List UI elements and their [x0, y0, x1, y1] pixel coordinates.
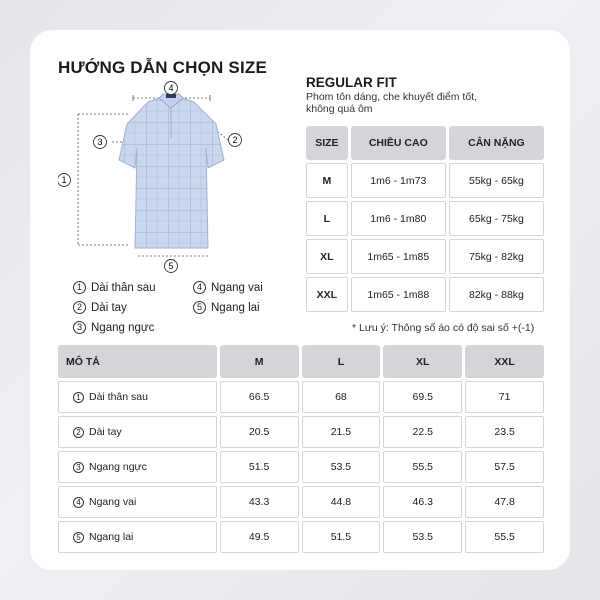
row-label: Dài thân sau [89, 390, 148, 403]
table-row [58, 416, 544, 448]
legend-number: 1 [73, 281, 86, 294]
table-row [306, 277, 544, 312]
table-row [58, 451, 544, 483]
column-header: XL [383, 345, 462, 378]
legend-label: Ngang lai [211, 301, 260, 314]
legend-number: 2 [73, 301, 86, 314]
value-cell: 69.5 [383, 381, 462, 413]
svg-text:5: 5 [168, 261, 174, 271]
legend-item [73, 321, 154, 334]
value-cell: 66.5 [220, 381, 299, 413]
diagram-marker-2 [229, 134, 242, 147]
height-cell: 1m65 - 1m85 [351, 239, 446, 274]
fit-size-table [303, 123, 547, 315]
fit-description [306, 91, 536, 115]
fit-description-line: Phom tôn dáng, che khuyết điểm tốt, [306, 91, 478, 103]
svg-text:3: 3 [97, 137, 103, 147]
legend-label: Ngang vai [211, 281, 263, 294]
row-number: 3 [73, 462, 84, 473]
legend-number: 4 [193, 281, 206, 294]
svg-text:1: 1 [61, 175, 67, 185]
legend-label: Dài thân sau [91, 281, 156, 294]
value-cell: 49.5 [220, 521, 299, 553]
description-cell [58, 381, 217, 413]
column-header: L [302, 345, 381, 378]
table-row [58, 486, 544, 518]
value-cell: 22.5 [383, 416, 462, 448]
height-cell: 1m6 - 1m73 [351, 163, 446, 198]
fit-description-line: không quá ôm [306, 103, 373, 115]
weight-cell: 82kg - 88kg [449, 277, 544, 312]
legend-item [73, 301, 127, 314]
value-cell: 53.5 [383, 521, 462, 553]
value-cell: 55.5 [465, 521, 544, 553]
height-cell: 1m65 - 1m88 [351, 277, 446, 312]
table-header-row [58, 345, 544, 378]
shirt-diagram [58, 78, 278, 278]
svg-text:2: 2 [232, 135, 238, 145]
diagram-marker-1 [58, 174, 71, 187]
column-header: MÔ TẢ [58, 345, 217, 378]
value-cell: 46.3 [383, 486, 462, 518]
value-cell: 51.5 [220, 451, 299, 483]
column-header: M [220, 345, 299, 378]
legend-label: Ngang ngực [91, 321, 155, 334]
column-header: SIZE [306, 126, 348, 160]
tolerance-note: * Lưu ý: Thông số áo có độ sai số +(-1) [352, 322, 535, 334]
size-cell: L [306, 201, 348, 236]
column-header: CÂN NẶNG [449, 126, 544, 160]
table-row [58, 521, 544, 553]
description-cell [58, 521, 217, 553]
description-cell [58, 416, 217, 448]
row-number: 1 [73, 392, 84, 403]
row-label: Ngang ngực [89, 460, 147, 473]
size-cell: M [306, 163, 348, 198]
description-cell [58, 451, 217, 483]
table-header-row [306, 126, 544, 160]
legend-item [193, 301, 260, 314]
description-cell [58, 486, 217, 518]
row-label: Ngang vai [89, 495, 137, 508]
value-cell: 71 [465, 381, 544, 413]
value-cell: 51.5 [302, 521, 381, 553]
value-cell: 23.5 [465, 416, 544, 448]
diagram-marker-3 [94, 136, 107, 149]
column-header: XXL [465, 345, 544, 378]
fit-title: REGULAR FIT [306, 75, 397, 90]
value-cell: 53.5 [302, 451, 381, 483]
table-row [306, 163, 544, 198]
table-row [58, 381, 544, 413]
legend-item [73, 281, 156, 294]
weight-cell: 55kg - 65kg [449, 163, 544, 198]
weight-cell: 65kg - 75kg [449, 201, 544, 236]
value-cell: 43.3 [220, 486, 299, 518]
row-number: 4 [73, 497, 84, 508]
table-row [306, 201, 544, 236]
diagram-marker-4 [165, 82, 178, 95]
row-label: Dài tay [89, 425, 122, 438]
value-cell: 21.5 [302, 416, 381, 448]
value-cell: 68 [302, 381, 381, 413]
value-cell: 55.5 [383, 451, 462, 483]
page-title: HƯỚNG DẪN CHỌN SIZE [58, 58, 268, 77]
value-cell: 44.8 [302, 486, 381, 518]
row-number: 5 [73, 532, 84, 543]
measurement-table [55, 342, 547, 556]
legend-item [193, 281, 263, 294]
row-number: 2 [73, 427, 84, 438]
value-cell: 57.5 [465, 451, 544, 483]
diagram-marker-5 [165, 260, 178, 273]
legend-number: 3 [73, 321, 86, 334]
svg-text:4: 4 [168, 83, 174, 93]
legend-label: Dài tay [91, 301, 127, 314]
value-cell: 47.8 [465, 486, 544, 518]
row-label: Ngang lai [89, 530, 134, 543]
size-cell: XXL [306, 277, 348, 312]
column-header: CHIỀU CAO [351, 126, 446, 160]
height-cell: 1m6 - 1m80 [351, 201, 446, 236]
size-cell: XL [306, 239, 348, 274]
table-row [306, 239, 544, 274]
weight-cell: 75kg - 82kg [449, 239, 544, 274]
legend-number: 5 [193, 301, 206, 314]
value-cell: 20.5 [220, 416, 299, 448]
